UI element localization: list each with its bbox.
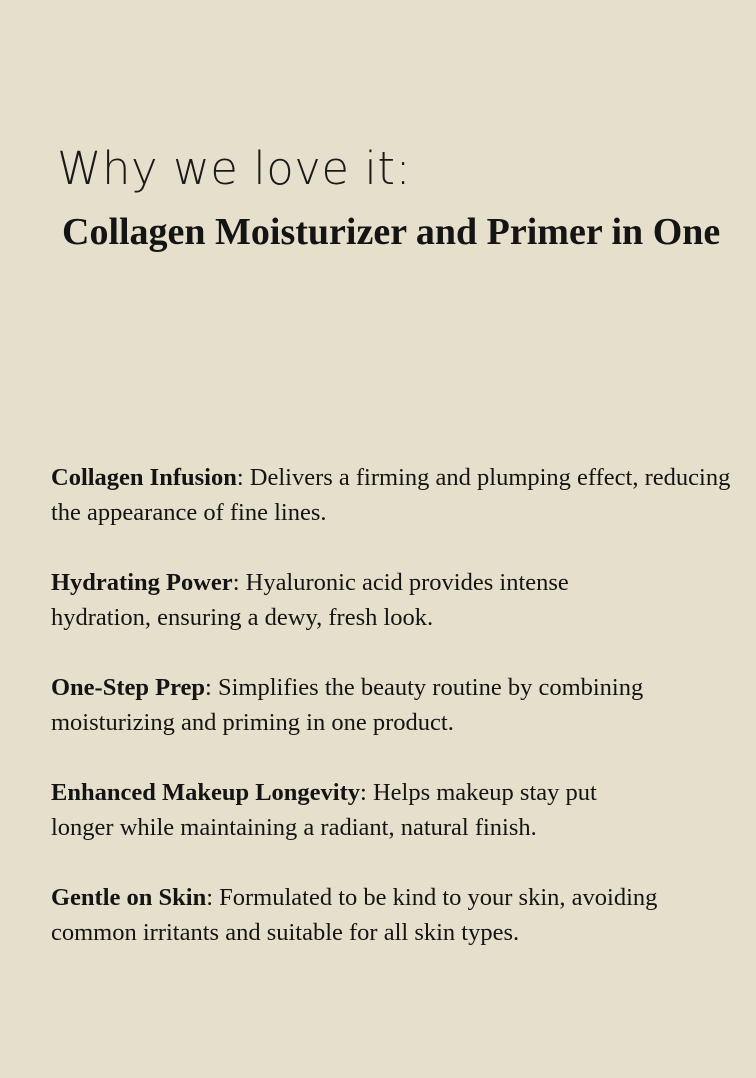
benefit-desc: : Delivers a firming and plumping effect, reducing the appearance of fine lines. — [51, 464, 731, 526]
benefit-item — [51, 880, 671, 950]
benefit-item — [51, 670, 731, 740]
benefit-term: Collagen Infusion — [51, 464, 237, 491]
benefit-term: Enhanced Makeup Longevity — [51, 779, 361, 806]
benefit-desc: : Formulated to be kind to your skin, avoiding common irritants and suitable for all skin types. — [51, 884, 658, 946]
benefit-desc: : Hyaluronic acid provides intense hydration, ensuring a dewy, fresh look. — [51, 569, 569, 631]
benefit-desc: : Simplifies the beauty routine by combining moisturizing and priming in one product. — [51, 674, 644, 736]
benefit-desc: : Helps makeup stay put longer while maintaining a radiant, natural finish. — [51, 779, 597, 841]
benefit-term: One-Step Prep — [51, 674, 206, 701]
product-title: Collagen Moisturizer and Primer in One — [62, 211, 721, 253]
benefit-item — [51, 460, 731, 530]
benefits-list — [51, 460, 731, 985]
section-heading: Why we love it: — [57, 142, 412, 195]
benefit-item — [51, 775, 631, 845]
benefit-term: Gentle on Skin — [51, 884, 207, 911]
benefit-term: Hydrating Power — [51, 569, 233, 596]
benefit-item — [51, 565, 611, 635]
